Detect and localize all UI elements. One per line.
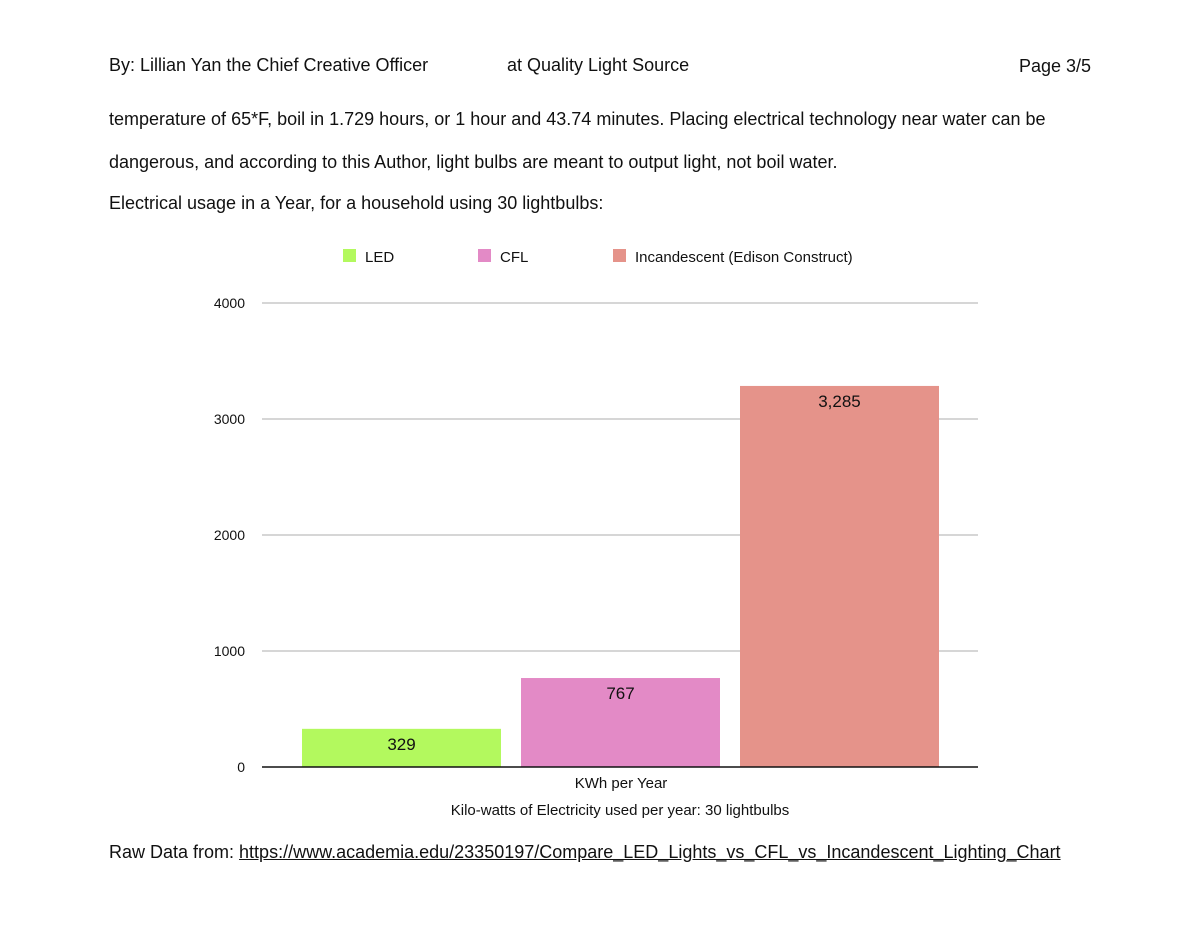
legend-label: Incandescent (Edison Construct) xyxy=(635,249,853,266)
bar-value-label: 329 xyxy=(387,734,416,754)
y-tick-label: 2000 xyxy=(213,527,245,543)
y-tick-label: 4000 xyxy=(213,295,245,311)
company-name: at Quality Light Source xyxy=(507,55,690,75)
chart-title: Kilo-watts of Electricity used per year: 30 lightbulbs xyxy=(450,802,790,819)
source-link[interactable]: https://www.academia.edu/23350197/Compare_LED_Lights_vs_CFL_vs_Incandescent_Lighting_Chart xyxy=(239,842,1061,862)
body-text-line-2: dangerous, and according to this Author, light bulbs are meant to output light, not boil water. xyxy=(109,152,838,172)
bar-incandescent xyxy=(740,386,939,767)
author-line: By: Lillian Yan the Chief Creative Officer xyxy=(109,55,429,75)
y-tick-label: 3000 xyxy=(213,411,245,427)
legend-swatch xyxy=(478,249,491,262)
legend-label: CFL xyxy=(500,249,529,266)
legend-label: LED xyxy=(365,249,395,266)
bar-value-label: 3,285 xyxy=(818,391,861,411)
body-text-line-3: Electrical usage in a Year, for a household using 30 lightbulbs: xyxy=(109,193,604,213)
chart-legend xyxy=(343,249,853,266)
source-line xyxy=(109,842,1061,863)
y-axis-ticks xyxy=(214,295,245,775)
bar-value-label: 767 xyxy=(606,684,635,704)
x-category-label: KWh per Year xyxy=(574,775,668,792)
y-tick-label: 0 xyxy=(237,759,245,775)
legend-swatch xyxy=(613,249,626,262)
page-number: Page 3/5 xyxy=(1018,56,1091,76)
body-text-line-1: temperature of 65*F, boil in 1.729 hours, or 1 hour and 43.74 minutes. Placing electrical technology near water can be xyxy=(109,109,1046,129)
y-tick-label: 1000 xyxy=(213,643,245,659)
legend-swatch xyxy=(343,249,356,262)
chart-bars xyxy=(302,386,939,767)
source-prefix: Raw Data from: xyxy=(109,842,240,862)
